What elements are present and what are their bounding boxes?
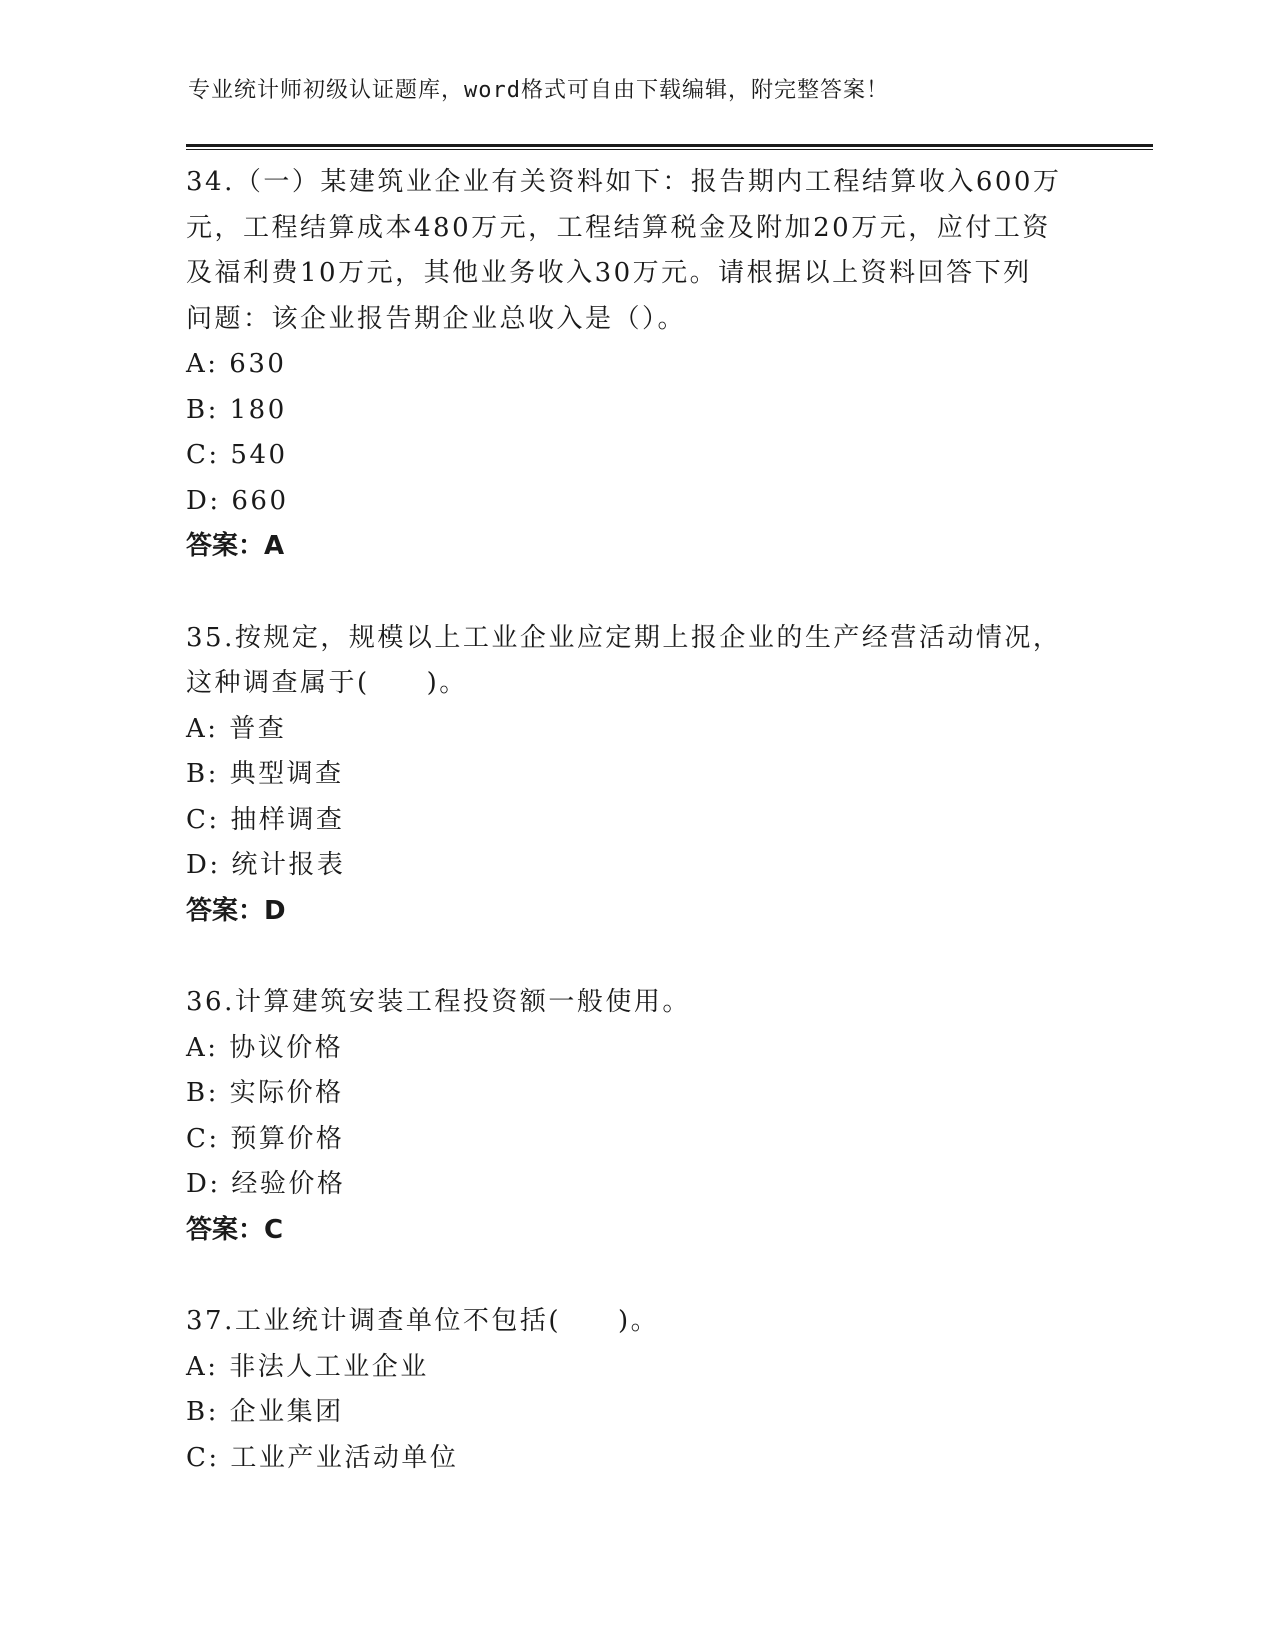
question-stem: 36.计算建筑安装工程投资额一般使用。	[186, 987, 691, 1017]
option-b: B: 典型调查	[186, 759, 344, 789]
question-36	[186, 980, 1086, 1253]
option-c: C: 抽样调查	[186, 804, 345, 835]
option-c: C: 预算价格	[186, 1123, 345, 1154]
question-stem: 37.工业统计调查单位不包括( )。	[186, 1306, 660, 1336]
option-b: B: 企业集团	[186, 1397, 344, 1427]
option-a: A: 协议价格	[186, 1032, 344, 1063]
answer: 答案：D	[186, 895, 286, 926]
question-stem: 34.（一）某建筑业企业有关资料如下：报告期内工程结算收入600万 元，工程结算成本480万元，工程结算税金及附加20万元，应付工资 及福利费10万元，其他业务收入30万元。请根据以上资料回答下列 问题：该企业报告期企业总收入是（）。	[186, 167, 1062, 334]
option-a: A: 630	[186, 349, 287, 379]
option-b: B: 180	[186, 394, 287, 425]
answer: 答案：A	[186, 531, 285, 561]
question-list	[186, 160, 1086, 1527]
question-stem: 35.按规定，规模以上工业企业应定期上报企业的生产经营活动情况， 这种调查属于( )。	[186, 622, 1062, 698]
option-d: D: 660	[186, 485, 289, 516]
option-d: D: 经验价格	[186, 1169, 346, 1199]
option-b: B: 实际价格	[186, 1078, 344, 1108]
question-35	[186, 616, 1086, 935]
question-34	[186, 160, 1086, 570]
header-divider	[186, 144, 1153, 150]
option-a: A: 普查	[186, 713, 287, 744]
answer: 答案：C	[186, 1214, 284, 1245]
option-c: C: 工业产业活动单位	[186, 1442, 459, 1473]
option-a: A: 非法人工业企业	[186, 1351, 429, 1382]
option-c: C: 540	[186, 440, 288, 470]
page-header: 专业统计师初级认证题库，word格式可自由下载编辑，附完整答案！	[188, 78, 889, 103]
option-d: D: 统计报表	[186, 850, 346, 880]
question-37	[186, 1299, 1086, 1481]
